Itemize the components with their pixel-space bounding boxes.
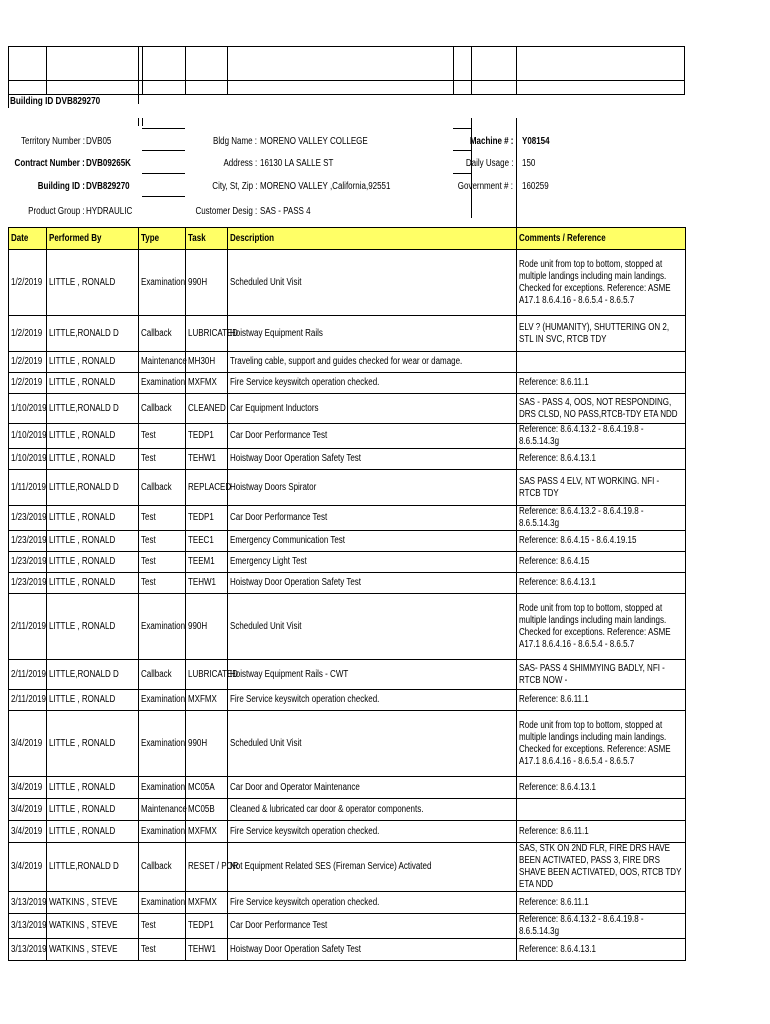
cell-comments: Reference: 8.6.11.1: [517, 690, 686, 711]
cell-comments: Reference: 8.6.4.13.2 - 8.6.4.19.8 - 8.6.5.14.3g: [517, 914, 686, 939]
cell-date: 3/4/2019: [9, 777, 47, 799]
table-header-row: [9, 228, 686, 250]
column-header-date: Date: [9, 228, 47, 250]
table-row: [9, 316, 686, 352]
cell-comments: [517, 352, 686, 373]
cell-task: CLEANED: [186, 394, 228, 424]
table-row: [9, 470, 686, 506]
cell-task: TEEM1: [186, 552, 228, 573]
cell-performed-by: WATKINS , STEVE: [47, 892, 139, 914]
bldg-name-label: Bldg Name :: [212, 136, 257, 147]
cell-date: 1/2/2019: [9, 250, 47, 316]
government-value: 160259: [522, 181, 549, 192]
cell-date: 1/2/2019: [9, 352, 47, 373]
cell-performed-by: LITTLE , RONALD: [47, 424, 139, 449]
cell-task: LUBRICATED: [186, 316, 228, 352]
cell-task: 990H: [186, 594, 228, 660]
cell-task: TEDP1: [186, 424, 228, 449]
cell-description: Car Door and Operator Maintenance: [228, 777, 517, 799]
cell-type: Maintenance: [139, 799, 186, 821]
table-row: [9, 892, 686, 914]
cell-type: Callback: [139, 843, 186, 892]
table-row: [9, 799, 686, 821]
cell-performed-by: LITTLE , RONALD: [47, 449, 139, 470]
cell-type: Test: [139, 914, 186, 939]
cell-comments: Reference: 8.6.4.13.2 - 8.6.4.19.8 - 8.6.5.14.3g: [517, 506, 686, 531]
table-row: [9, 821, 686, 843]
cell-task: 990H: [186, 711, 228, 777]
cell-comments: Rode unit from top to bottom, stopped at multiple landings including main landings. Checked for exceptions. Reference: ASME A17.1 8.6.4.16 - 8.6.5.4 - 8.6.5.7: [517, 594, 686, 660]
cell-type: Examination: [139, 892, 186, 914]
cell-date: 2/11/2019: [9, 660, 47, 690]
cell-type: Test: [139, 424, 186, 449]
cell-performed-by: LITTLE , RONALD: [47, 711, 139, 777]
cell-date: 3/4/2019: [9, 711, 47, 777]
cell-type: Test: [139, 573, 186, 594]
contract-label: Contract Number :: [14, 158, 85, 169]
cell-performed-by: LITTLE,RONALD D: [47, 843, 139, 892]
cell-type: Test: [139, 531, 186, 552]
table-row: [9, 843, 686, 892]
cell-comments: SAS - PASS 4, OOS, NOT RESPONDING, DRS CLSD, NO PASS,RTCB-TDY ETA NDD: [517, 394, 686, 424]
cell-comments: Reference: 8.6.11.1: [517, 892, 686, 914]
table-row: [9, 424, 686, 449]
cell-type: Test: [139, 449, 186, 470]
cell-description: Fire Service keyswitch operation checked.: [228, 821, 517, 843]
cell-type: Test: [139, 552, 186, 573]
cell-comments: Rode unit from top to bottom, stopped at multiple landings including main landings. Checked for exceptions. Reference: ASME A17.1 8.6.4.16 - 8.6.5.4 - 8.6.5.7: [517, 250, 686, 316]
building-value: DVB829270: [86, 181, 130, 192]
cell-performed-by: LITTLE , RONALD: [47, 594, 139, 660]
cell-description: Hoistway Equipment Rails - CWT: [228, 660, 517, 690]
cell-task: LUBRICATED: [186, 660, 228, 690]
cell-comments: SAS, STK ON 2ND FLR, FIRE DRS HAVE BEEN ACTIVATED, PASS 3, FIRE DRS SHAVE BEEN ACTIVATED, OOS, RTCB TDY ETA NDD: [517, 843, 686, 892]
cell-performed-by: LITTLE , RONALD: [47, 506, 139, 531]
cell-type: Examination: [139, 690, 186, 711]
cell-task: MXFMX: [186, 821, 228, 843]
cell-date: 1/23/2019: [9, 531, 47, 552]
column-header-description: Description: [228, 228, 517, 250]
cell-task: TEHW1: [186, 449, 228, 470]
cell-type: Callback: [139, 316, 186, 352]
top-grid: [8, 46, 685, 95]
maintenance-log-table: [8, 227, 686, 961]
table-row: [9, 711, 686, 777]
daily-usage-value: 150: [522, 158, 536, 169]
cell-performed-by: LITTLE , RONALD: [47, 821, 139, 843]
cell-comments: Reference: 8.6.4.15 - 8.6.4.19.15: [517, 531, 686, 552]
cell-performed-by: LITTLE , RONALD: [47, 777, 139, 799]
contract-value: DVB09265K: [86, 158, 131, 169]
cell-task: MXFMX: [186, 892, 228, 914]
cell-performed-by: LITTLE , RONALD: [47, 552, 139, 573]
column-header-type: Type: [139, 228, 186, 250]
table-row: [9, 660, 686, 690]
bldg-name-value: MORENO VALLEY COLLEGE: [260, 136, 368, 147]
cell-date: 3/13/2019: [9, 914, 47, 939]
cell-date: 1/2/2019: [9, 316, 47, 352]
cell-task: MXFMX: [186, 373, 228, 394]
cell-performed-by: LITTLE , RONALD: [47, 352, 139, 373]
cell-date: 1/10/2019: [9, 449, 47, 470]
cell-date: 2/11/2019: [9, 594, 47, 660]
cell-date: 2/11/2019: [9, 690, 47, 711]
cell-description: Hoistway Equipment Rails: [228, 316, 517, 352]
cell-performed-by: LITTLE , RONALD: [47, 573, 139, 594]
address-label: Address :: [223, 158, 257, 169]
cell-description: Hoistway Door Operation Safety Test: [228, 939, 517, 961]
column-header-task: Task: [186, 228, 228, 250]
cell-task: 990H: [186, 250, 228, 316]
cell-performed-by: WATKINS , STEVE: [47, 939, 139, 961]
table-row: [9, 690, 686, 711]
cell-comments: Reference: 8.6.4.13.1: [517, 939, 686, 961]
cell-description: Scheduled Unit Visit: [228, 711, 517, 777]
table-row: [9, 552, 686, 573]
cell-comments: Reference: 8.6.4.13.1: [517, 449, 686, 470]
cell-comments: ELV ? (HUMANITY), SHUTTERING ON 2, STL IN SVC, RTCB TDY: [517, 316, 686, 352]
table-row: [9, 573, 686, 594]
cell-comments: Reference: 8.6.4.13.1: [517, 777, 686, 799]
cell-task: TEDP1: [186, 914, 228, 939]
cell-task: TEHW1: [186, 939, 228, 961]
cell-type: Examination: [139, 821, 186, 843]
cell-date: 3/4/2019: [9, 821, 47, 843]
cell-type: Callback: [139, 470, 186, 506]
cell-description: Fire Service keyswitch operation checked.: [228, 690, 517, 711]
machine-label: Machine # :: [469, 136, 513, 147]
cell-description: Scheduled Unit Visit: [228, 594, 517, 660]
cell-description: Not Equipment Related SES (Fireman Service) Activated: [228, 843, 517, 892]
cell-date: 3/13/2019: [9, 892, 47, 914]
cell-comments: SAS PASS 4 ELV, NT WORKING. NFI - RTCB TDY: [517, 470, 686, 506]
cell-description: Traveling cable, support and guides checked for wear or damage.: [228, 352, 517, 373]
building-id-title: Building ID DVB829270: [10, 96, 101, 107]
cell-performed-by: LITTLE,RONALD D: [47, 316, 139, 352]
cell-task: TEDP1: [186, 506, 228, 531]
table-row: [9, 394, 686, 424]
cell-date: 1/2/2019: [9, 373, 47, 394]
cell-performed-by: LITTLE,RONALD D: [47, 470, 139, 506]
cell-comments: Reference: 8.6.11.1: [517, 821, 686, 843]
cell-date: 1/11/2019: [9, 470, 47, 506]
cell-type: Examination: [139, 711, 186, 777]
customer-desig-label: Customer Desig :: [195, 206, 257, 217]
cell-comments: Reference: 8.6.11.1: [517, 373, 686, 394]
daily-usage-label: Daily Usage :: [465, 158, 513, 169]
product-label: Product Group :: [28, 206, 85, 217]
cell-task: MXFMX: [186, 690, 228, 711]
cell-description: Car Door Performance Test: [228, 914, 517, 939]
cell-date: 3/13/2019: [9, 939, 47, 961]
table-row: [9, 777, 686, 799]
cell-comments: Rode unit from top to bottom, stopped at multiple landings including main landings. Checked for exceptions. Reference: ASME A17.1 8.6.4.16 - 8.6.5.4 - 8.6.5.7: [517, 711, 686, 777]
table-row: [9, 506, 686, 531]
cell-type: Examination: [139, 373, 186, 394]
cell-description: Scheduled Unit Visit: [228, 250, 517, 316]
cell-type: Examination: [139, 250, 186, 316]
column-header-comments: Comments / Reference: [517, 228, 686, 250]
cell-date: 1/23/2019: [9, 506, 47, 531]
cell-description: Car Equipment Inductors: [228, 394, 517, 424]
machine-value: Y08154: [522, 136, 550, 147]
table-row: [9, 352, 686, 373]
cell-date: 3/4/2019: [9, 799, 47, 821]
table-row: [9, 250, 686, 316]
government-label: Government # :: [457, 181, 513, 192]
territory-value: DVB05: [86, 136, 112, 147]
cell-date: 1/10/2019: [9, 394, 47, 424]
cell-task: MH30H: [186, 352, 228, 373]
maintenance-log-sheet: [8, 46, 685, 981]
cell-description: Car Door Performance Test: [228, 424, 517, 449]
table-row: [9, 449, 686, 470]
cell-task: MC05B: [186, 799, 228, 821]
cell-task: MC05A: [186, 777, 228, 799]
city-value: MORENO VALLEY ,California,92551: [260, 181, 391, 192]
table-row: [9, 531, 686, 552]
column-header-performed-by: Performed By: [47, 228, 139, 250]
cell-performed-by: LITTLE,RONALD D: [47, 660, 139, 690]
cell-type: Examination: [139, 777, 186, 799]
city-label: City, St, Zip :: [211, 181, 257, 192]
table-body: [9, 250, 686, 961]
cell-description: Cleaned & lubricated car door & operator components.: [228, 799, 517, 821]
cell-date: 1/10/2019: [9, 424, 47, 449]
table-row: [9, 939, 686, 961]
cell-performed-by: LITTLE , RONALD: [47, 531, 139, 552]
cell-comments: Reference: 8.6.4.15: [517, 552, 686, 573]
cell-performed-by: WATKINS , STEVE: [47, 914, 139, 939]
cell-type: Examination: [139, 594, 186, 660]
cell-type: Maintenance: [139, 352, 186, 373]
cell-task: RESET / POR: [186, 843, 228, 892]
address-value: 16130 LA SALLE ST: [260, 158, 334, 169]
cell-date: 3/4/2019: [9, 843, 47, 892]
cell-type: Test: [139, 939, 186, 961]
cell-type: Test: [139, 506, 186, 531]
cell-description: Emergency Light Test: [228, 552, 517, 573]
product-value: HYDRAULIC: [86, 206, 133, 217]
cell-description: Hoistway Doors Spirator: [228, 470, 517, 506]
cell-description: Fire Service keyswitch operation checked.: [228, 373, 517, 394]
cell-comments: SAS- PASS 4 SHIMMYING BADLY, NFI - RTCB NOW -: [517, 660, 686, 690]
territory-label: Territory Number :: [20, 136, 85, 147]
cell-date: 1/23/2019: [9, 552, 47, 573]
cell-description: Car Door Performance Test: [228, 506, 517, 531]
cell-type: Callback: [139, 394, 186, 424]
cell-description: Hoistway Door Operation Safety Test: [228, 449, 517, 470]
cell-performed-by: LITTLE , RONALD: [47, 799, 139, 821]
cell-performed-by: LITTLE , RONALD: [47, 250, 139, 316]
table-row: [9, 373, 686, 394]
cell-comments: Reference: 8.6.4.13.1: [517, 573, 686, 594]
cell-task: TEHW1: [186, 573, 228, 594]
cell-description: Hoistway Door Operation Safety Test: [228, 573, 517, 594]
customer-desig-value: SAS - PASS 4: [260, 206, 311, 217]
cell-task: REPLACED: [186, 470, 228, 506]
cell-description: Emergency Communication Test: [228, 531, 517, 552]
cell-performed-by: LITTLE,RONALD D: [47, 394, 139, 424]
building-label: Building ID :: [37, 181, 85, 192]
cell-task: TEEC1: [186, 531, 228, 552]
cell-type: Callback: [139, 660, 186, 690]
cell-performed-by: LITTLE , RONALD: [47, 373, 139, 394]
cell-description: Fire Service keyswitch operation checked.: [228, 892, 517, 914]
cell-date: 1/23/2019: [9, 573, 47, 594]
cell-comments: [517, 799, 686, 821]
cell-comments: Reference: 8.6.4.13.2 - 8.6.4.19.8 - 8.6.5.14.3g: [517, 424, 686, 449]
cell-performed-by: LITTLE , RONALD: [47, 690, 139, 711]
table-row: [9, 914, 686, 939]
table-row: [9, 594, 686, 660]
